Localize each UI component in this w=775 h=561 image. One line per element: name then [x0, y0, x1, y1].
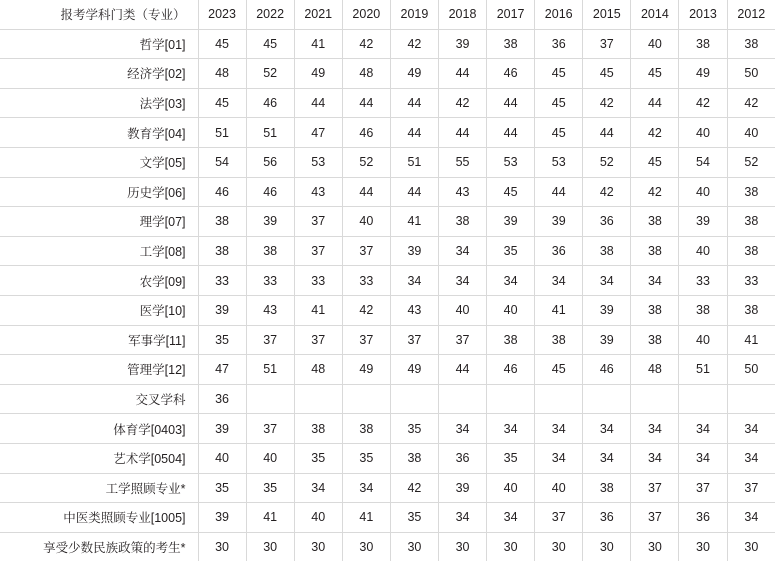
- score-cell: 50: [727, 355, 775, 385]
- score-cell: 46: [487, 355, 535, 385]
- score-cell: 34: [438, 266, 486, 296]
- table-row: [0, 355, 775, 385]
- score-cell: 48: [294, 355, 342, 385]
- score-cell: 40: [535, 473, 583, 503]
- table-row: [0, 295, 775, 325]
- score-cell: 38: [487, 325, 535, 355]
- score-cell: 53: [487, 147, 535, 177]
- score-cell: 37: [294, 325, 342, 355]
- score-cell: 44: [438, 355, 486, 385]
- score-cell: [294, 384, 342, 414]
- score-cell: 38: [631, 207, 679, 237]
- score-cell: 49: [294, 59, 342, 89]
- score-cell: 39: [198, 414, 246, 444]
- score-cell: 53: [535, 147, 583, 177]
- score-cell: 46: [198, 177, 246, 207]
- score-cell: 30: [438, 532, 486, 561]
- score-cell: 46: [487, 59, 535, 89]
- score-cell: 42: [583, 177, 631, 207]
- score-cell: [631, 384, 679, 414]
- row-label: 医学[10]: [0, 295, 198, 325]
- score-cell: 40: [487, 473, 535, 503]
- score-cell: 33: [294, 266, 342, 296]
- row-label: 农学[09]: [0, 266, 198, 296]
- header-year: 2014: [631, 0, 679, 29]
- score-cell: 52: [727, 147, 775, 177]
- score-cell: 42: [727, 88, 775, 118]
- score-cell: 45: [631, 147, 679, 177]
- score-cell: 49: [390, 355, 438, 385]
- score-cell: 35: [390, 503, 438, 533]
- score-cell: 34: [487, 266, 535, 296]
- table-header: [0, 0, 775, 29]
- score-cell: 45: [535, 118, 583, 148]
- score-cell: 34: [583, 414, 631, 444]
- score-cell: 34: [679, 443, 727, 473]
- table-row: [0, 177, 775, 207]
- score-cell: 37: [342, 236, 390, 266]
- score-cell: 41: [246, 503, 294, 533]
- score-cell: 34: [438, 414, 486, 444]
- table-row: [0, 473, 775, 503]
- header-year: 2012: [727, 0, 775, 29]
- score-cell: 38: [438, 207, 486, 237]
- header-year: 2023: [198, 0, 246, 29]
- score-cell: 30: [294, 532, 342, 561]
- score-cell: 44: [583, 118, 631, 148]
- score-cell: 30: [198, 532, 246, 561]
- score-cell: 33: [679, 266, 727, 296]
- score-cell: 38: [631, 236, 679, 266]
- header-year: 2020: [342, 0, 390, 29]
- score-cell: 37: [631, 473, 679, 503]
- score-cell: 42: [342, 295, 390, 325]
- row-label: 经济学[02]: [0, 59, 198, 89]
- score-cell: 47: [294, 118, 342, 148]
- row-label: 理学[07]: [0, 207, 198, 237]
- row-label: 哲学[01]: [0, 29, 198, 59]
- table-row: [0, 59, 775, 89]
- score-cell: 46: [342, 118, 390, 148]
- score-cell: 40: [679, 325, 727, 355]
- score-cell: 42: [342, 29, 390, 59]
- header-year: 2013: [679, 0, 727, 29]
- score-cell: 44: [390, 118, 438, 148]
- score-cell: 42: [631, 118, 679, 148]
- score-cell: 39: [583, 325, 631, 355]
- score-cell: 40: [246, 443, 294, 473]
- score-cell: 34: [487, 503, 535, 533]
- header-year: 2018: [438, 0, 486, 29]
- score-cell: 34: [535, 443, 583, 473]
- score-cell: 37: [294, 207, 342, 237]
- table-row: [0, 236, 775, 266]
- score-cell: 45: [198, 88, 246, 118]
- score-cell: 39: [535, 207, 583, 237]
- score-cell: 34: [583, 443, 631, 473]
- score-cell: 40: [679, 118, 727, 148]
- score-cell: 41: [294, 29, 342, 59]
- score-cell: 38: [727, 207, 775, 237]
- score-cell: 38: [631, 295, 679, 325]
- score-cell: 47: [198, 355, 246, 385]
- score-cell: 38: [390, 443, 438, 473]
- score-cell: 38: [727, 236, 775, 266]
- score-cell: 49: [390, 59, 438, 89]
- header-row: [0, 0, 775, 29]
- score-cell: 36: [198, 384, 246, 414]
- score-cell: 34: [727, 414, 775, 444]
- score-cell: 38: [583, 473, 631, 503]
- score-cell: 42: [438, 88, 486, 118]
- score-cell: 48: [342, 59, 390, 89]
- score-cell: [679, 384, 727, 414]
- row-label: 工学照顾专业*: [0, 473, 198, 503]
- score-cell: 34: [583, 266, 631, 296]
- score-cell: 30: [246, 532, 294, 561]
- score-cell: 38: [246, 236, 294, 266]
- score-cell: 35: [294, 443, 342, 473]
- score-cell: 40: [438, 295, 486, 325]
- row-label: 工学[08]: [0, 236, 198, 266]
- score-cell: 37: [631, 503, 679, 533]
- score-cell: 33: [342, 266, 390, 296]
- table-row: [0, 88, 775, 118]
- score-cell: 41: [294, 295, 342, 325]
- score-cell: 37: [727, 473, 775, 503]
- row-label: 管理学[12]: [0, 355, 198, 385]
- score-cell: 34: [438, 503, 486, 533]
- score-cell: 37: [438, 325, 486, 355]
- score-cell: 44: [631, 88, 679, 118]
- header-year: 2016: [535, 0, 583, 29]
- score-cell: 43: [390, 295, 438, 325]
- score-cell: 45: [583, 59, 631, 89]
- score-cell: 35: [487, 236, 535, 266]
- row-label: 享受少数民族政策的考生*: [0, 532, 198, 561]
- score-cell: 34: [631, 266, 679, 296]
- score-cell: 37: [246, 325, 294, 355]
- score-cell: 38: [679, 29, 727, 59]
- score-cell: 36: [583, 503, 631, 533]
- table-row: [0, 207, 775, 237]
- score-cell: 35: [246, 473, 294, 503]
- score-cell: 40: [679, 177, 727, 207]
- score-cell: 44: [438, 59, 486, 89]
- row-label: 体育学[0403]: [0, 414, 198, 444]
- score-cell: 36: [438, 443, 486, 473]
- score-cell: 42: [390, 473, 438, 503]
- score-cell: 46: [583, 355, 631, 385]
- score-cell: 37: [294, 236, 342, 266]
- score-cell: 35: [342, 443, 390, 473]
- score-cell: [727, 384, 775, 414]
- score-cell: 33: [198, 266, 246, 296]
- score-cell: 40: [487, 295, 535, 325]
- score-cell: 44: [487, 118, 535, 148]
- header-year: 2022: [246, 0, 294, 29]
- score-cell: 45: [246, 29, 294, 59]
- score-cell: 45: [631, 59, 679, 89]
- score-cell: 44: [390, 88, 438, 118]
- score-cell: 38: [631, 325, 679, 355]
- score-cell: 42: [583, 88, 631, 118]
- score-cell: 36: [583, 207, 631, 237]
- row-label: 军事学[11]: [0, 325, 198, 355]
- score-cell: 53: [294, 147, 342, 177]
- score-cell: 49: [342, 355, 390, 385]
- score-cell: 51: [246, 118, 294, 148]
- score-cell: 34: [342, 473, 390, 503]
- row-label: 法学[03]: [0, 88, 198, 118]
- row-label: 教育学[04]: [0, 118, 198, 148]
- row-label: 文学[05]: [0, 147, 198, 177]
- score-cell: 40: [631, 29, 679, 59]
- row-label: 交叉学科: [0, 384, 198, 414]
- score-cell: 45: [535, 59, 583, 89]
- score-cell: 40: [679, 236, 727, 266]
- score-cell: 33: [727, 266, 775, 296]
- row-label: 历史学[06]: [0, 177, 198, 207]
- score-cell: 36: [679, 503, 727, 533]
- score-cell: 48: [631, 355, 679, 385]
- score-cell: 34: [438, 236, 486, 266]
- score-cell: 45: [487, 177, 535, 207]
- score-cell: 39: [583, 295, 631, 325]
- score-cell: 30: [631, 532, 679, 561]
- score-cell: 37: [679, 473, 727, 503]
- header-year: 2015: [583, 0, 631, 29]
- score-cell: 44: [342, 88, 390, 118]
- score-cell: 37: [342, 325, 390, 355]
- score-cell: 34: [294, 473, 342, 503]
- score-cell: 54: [198, 147, 246, 177]
- score-cell: 48: [198, 59, 246, 89]
- score-cell: 34: [631, 443, 679, 473]
- score-cell: 49: [679, 59, 727, 89]
- score-cell: 51: [390, 147, 438, 177]
- score-cell: 52: [583, 147, 631, 177]
- score-cell: 30: [390, 532, 438, 561]
- score-cell: 42: [679, 88, 727, 118]
- score-cell: [438, 384, 486, 414]
- score-cell: 45: [535, 88, 583, 118]
- header-year: 2019: [390, 0, 438, 29]
- score-cell: 38: [294, 414, 342, 444]
- score-cell: 37: [390, 325, 438, 355]
- table-body: [0, 29, 775, 561]
- score-cell: 38: [583, 236, 631, 266]
- score-cell: 44: [535, 177, 583, 207]
- score-cell: 45: [535, 355, 583, 385]
- header-subject-label: 报考学科门类（专业）: [0, 0, 198, 29]
- score-cell: 41: [727, 325, 775, 355]
- score-cell: 40: [727, 118, 775, 148]
- score-cell: 42: [390, 29, 438, 59]
- score-cell: 38: [342, 414, 390, 444]
- score-cell: 46: [246, 177, 294, 207]
- score-cell: 44: [294, 88, 342, 118]
- score-cell: [535, 384, 583, 414]
- score-cell: 34: [535, 414, 583, 444]
- score-cell: 39: [487, 207, 535, 237]
- score-cell: 34: [727, 503, 775, 533]
- score-cell: [583, 384, 631, 414]
- score-cell: 30: [727, 532, 775, 561]
- score-cell: 38: [727, 29, 775, 59]
- score-cell: 38: [727, 177, 775, 207]
- score-cell: 52: [246, 59, 294, 89]
- score-cell: [342, 384, 390, 414]
- score-cell: 51: [198, 118, 246, 148]
- score-cell: 38: [679, 295, 727, 325]
- score-cell: 45: [198, 29, 246, 59]
- table-row: [0, 384, 775, 414]
- table-row: [0, 118, 775, 148]
- score-cell: [487, 384, 535, 414]
- score-cell: 34: [727, 443, 775, 473]
- score-cell: 37: [535, 503, 583, 533]
- score-cell: 41: [342, 503, 390, 533]
- score-cell: 44: [342, 177, 390, 207]
- score-cell: 39: [246, 207, 294, 237]
- score-cell: 38: [198, 207, 246, 237]
- table-row: [0, 503, 775, 533]
- score-cell: 41: [390, 207, 438, 237]
- score-cell: 35: [487, 443, 535, 473]
- score-cell: 55: [438, 147, 486, 177]
- table-row: [0, 443, 775, 473]
- score-cell: 40: [294, 503, 342, 533]
- score-cell: 56: [246, 147, 294, 177]
- score-cell: [390, 384, 438, 414]
- score-cell: 34: [535, 266, 583, 296]
- score-cell: 30: [679, 532, 727, 561]
- table-row: [0, 532, 775, 561]
- score-cell: [246, 384, 294, 414]
- score-cell: 34: [631, 414, 679, 444]
- score-cell: 39: [390, 236, 438, 266]
- score-cell: 50: [727, 59, 775, 89]
- score-cell: 38: [487, 29, 535, 59]
- score-cell: 38: [727, 295, 775, 325]
- score-cell: 43: [246, 295, 294, 325]
- score-cell: 54: [679, 147, 727, 177]
- row-label: 中医类照顾专业[1005]: [0, 503, 198, 533]
- score-cell: 36: [535, 236, 583, 266]
- score-cell: 30: [342, 532, 390, 561]
- score-cell: 37: [246, 414, 294, 444]
- score-cell: 43: [294, 177, 342, 207]
- header-year: 2021: [294, 0, 342, 29]
- score-cell: 35: [198, 325, 246, 355]
- table-row: [0, 414, 775, 444]
- table-row: [0, 147, 775, 177]
- table-row: [0, 266, 775, 296]
- score-cell: 38: [535, 325, 583, 355]
- score-cell: 44: [487, 88, 535, 118]
- score-cell: 39: [438, 29, 486, 59]
- score-cell: 39: [198, 295, 246, 325]
- table-row: [0, 325, 775, 355]
- score-cell: 41: [535, 295, 583, 325]
- score-cell: 39: [679, 207, 727, 237]
- score-cell: 38: [198, 236, 246, 266]
- score-cell: 34: [487, 414, 535, 444]
- score-cell: 46: [246, 88, 294, 118]
- score-cell: 44: [390, 177, 438, 207]
- score-cell: 30: [487, 532, 535, 561]
- header-year: 2017: [487, 0, 535, 29]
- score-cell: 39: [198, 503, 246, 533]
- score-cell: 36: [535, 29, 583, 59]
- score-cell: 44: [438, 118, 486, 148]
- table-row: [0, 29, 775, 59]
- score-cell: 51: [246, 355, 294, 385]
- score-cell: 37: [583, 29, 631, 59]
- score-cell: 30: [583, 532, 631, 561]
- score-cell: 51: [679, 355, 727, 385]
- score-cell: 34: [390, 266, 438, 296]
- score-cell: 30: [535, 532, 583, 561]
- score-cell: 42: [631, 177, 679, 207]
- score-cell: 35: [198, 473, 246, 503]
- score-cell: 52: [342, 147, 390, 177]
- score-cell: 39: [438, 473, 486, 503]
- score-cell: 34: [679, 414, 727, 444]
- score-cell: 40: [198, 443, 246, 473]
- score-cell: 43: [438, 177, 486, 207]
- score-cell: 35: [390, 414, 438, 444]
- row-label: 艺术学[0504]: [0, 443, 198, 473]
- score-cell: 40: [342, 207, 390, 237]
- score-cell: 33: [246, 266, 294, 296]
